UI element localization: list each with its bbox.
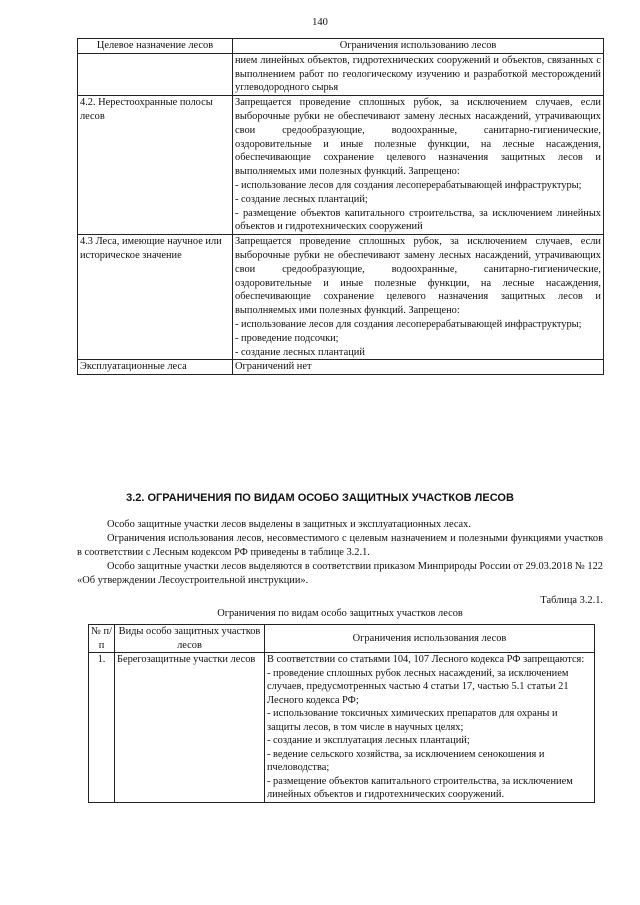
table-cell-restrictions	[233, 235, 604, 360]
table-label: Таблица 3.2.1.	[540, 595, 603, 606]
table-cell-restrictions: Ограничений нет	[233, 360, 604, 375]
paragraph: Особо защитные участки лесов выделяются в соответствии приказом Минприроды России от 29.03.2018 № 122 «Об утверждении Лесоустроительной инструкции».	[77, 561, 603, 586]
table-row	[78, 360, 604, 375]
table-cell-purpose: 4.3 Леса, имеющие научное или историческое значение	[78, 235, 233, 360]
table-cell: нием линейных объектов, гидротехнических сооружений и объектов, связанных с выполнением работ по геологическому изучению и разработкой месторождений углеводородного сырья	[233, 53, 604, 95]
table-cell-site-type: Берегозащитные участки лесов	[115, 653, 265, 803]
restriction-item: - использование токсичных химических препаратов для охраны и защиты лесов, в том числе в научных целях;	[267, 708, 558, 733]
column-header-restrictions: Ограничения использования лесов	[265, 625, 595, 653]
forest-purpose-restrictions-table	[77, 38, 604, 375]
restriction-item: - использование лесов для создания лесоперерабатывающей инфраструктуры;	[235, 318, 582, 330]
table-row	[89, 653, 595, 803]
restriction-text: Запрещается проведение сплошных рубок, за исключением случаев, если выборочные рубки не обеспечивают замену лесных насаждений, утрачивающих свои средообразующие, водоохранные, санитарно-гигиенические, оздоровительные и иные полезные функции, на лесные насаждения, обеспечивающие сохранение целевого назначения защитных лесов и выполняемых ими полезных функций. Запрещено:	[235, 236, 601, 317]
table-cell-number: 1.	[89, 653, 115, 803]
restriction-item: - проведение подсочки;	[235, 332, 339, 344]
column-header-restrictions: Ограничения использованию лесов	[233, 39, 604, 54]
restriction-text: Запрещается проведение сплошных рубок, за исключением случаев, если выборочные рубки не обеспечивают замену лесных насаждений, утрачивающих свои средообразующие, водоохранные, санитарно-гигиенические, оздоровительные и иные полезные функции, на лесные насаждения, обеспечивающие сохранение целевого назначения защитных лесов и выполняемых ими полезных функций. Запрещено:	[235, 97, 601, 178]
table-header-row	[78, 39, 604, 54]
table-header-row	[89, 625, 595, 653]
restriction-item: - использование лесов для создания лесоперерабатывающей инфраструктуры;	[235, 179, 582, 191]
table-cell	[78, 53, 233, 95]
table-cell-purpose: Эксплуатационные леса	[78, 360, 233, 375]
page-number: 140	[312, 17, 328, 28]
protective-sites-restrictions-table	[88, 624, 595, 803]
table-cell-restrictions	[265, 653, 595, 803]
paragraph: Особо защитные участки лесов выделены в защитных и эксплуатационных лесах.	[107, 519, 471, 530]
table-row	[78, 96, 604, 235]
paragraph: Ограничения использования лесов, несовместимого с целевым назначением и полезными функциями участков в соответствии с Лесным кодексом РФ приведены в таблице 3.2.1.	[77, 533, 603, 558]
restriction-item: - размещение объектов капитального строительства, за исключением линейных объектов и гидротехнических сооружений	[235, 207, 601, 233]
section-heading: 3.2. ОГРАНИЧЕНИЯ ПО ВИДАМ ОСОБО ЗАЩИТНЫХ УЧАСТКОВ ЛЕСОВ	[126, 492, 514, 504]
restriction-item: - создание лесных плантаций	[235, 346, 365, 358]
column-header-site-type: Виды особо защитных участков лесов	[115, 625, 265, 653]
table-cell-purpose: 4.2. Нерестоохранные полосы лесов	[78, 96, 233, 235]
column-header-purpose: Целевое назначение лесов	[78, 39, 233, 54]
table-caption: Ограничения по видам особо защитных участков лесов	[217, 608, 463, 619]
restriction-item: - размещение объектов капитального строительства, за исключением линейных объектов и гидротехнических сооружений.	[267, 775, 573, 800]
column-header-number: № п/п	[89, 625, 115, 653]
restriction-text: В соответствии со статьями 104, 107 Лесного кодекса РФ запрещаются:	[267, 654, 585, 665]
restriction-item: - создание лесных плантаций;	[235, 193, 368, 205]
table-cell-restrictions	[233, 96, 604, 235]
table-row	[78, 235, 604, 360]
restriction-item: - проведение сплошных рубок лесных насаждений, за исключением случаев, предусмотренных частью 4 статьи 17, частью 5.1 статьи 21 Лесного кодекса РФ;	[267, 667, 569, 706]
table-row	[78, 53, 604, 95]
restriction-item: - создание и эксплуатация лесных плантаций;	[267, 735, 470, 746]
restriction-item: - ведение сельского хозяйства, за исключением сенокошения и пчеловодства;	[267, 748, 545, 773]
